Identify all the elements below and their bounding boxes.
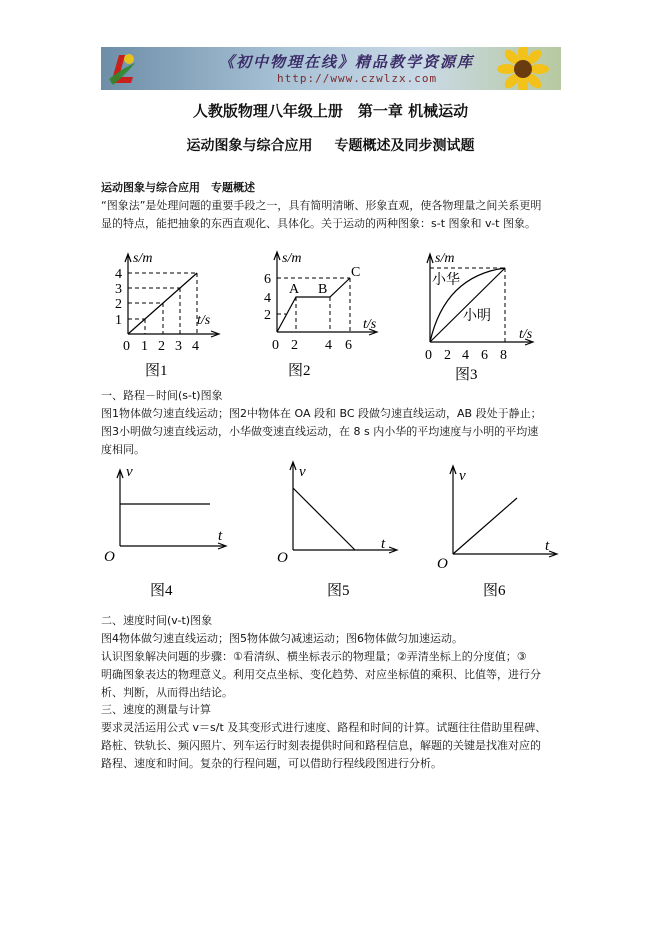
fig4-xlabel: t <box>218 528 223 544</box>
fig2-caption: 图2 <box>288 363 311 379</box>
fig3-xtick-4: 4 <box>462 348 469 363</box>
fig2-point-c: C <box>351 265 361 280</box>
banner-title: 《初中物理在线》精品教学资源库 <box>219 53 475 71</box>
sec3-line-1: 要求灵活运用公式 v＝s/t 及其变形式进行速度、路程和时间的计算。试题往往借助里程碑、 <box>101 721 547 734</box>
section-heading-right: 专题概述 <box>211 181 255 194</box>
fig5-ylabel: v <box>299 464 306 480</box>
banner-url: http://www.czwlzx.com <box>277 72 438 85</box>
figure-3 <box>415 246 550 386</box>
sec1-line-2: 图3小明做匀速直线运动，小华做变速直线运动，在 8 s 内小华的平均速度与小明的平均速 <box>101 425 539 438</box>
fig1-xtick-1: 1 <box>141 339 148 354</box>
fig4-ylabel: v <box>126 464 133 480</box>
fig1-xlabel: t/s <box>197 313 211 328</box>
fig2-point-a: A <box>289 282 300 297</box>
fig2-ylabel: s/m <box>282 251 302 266</box>
fig1-xtick-2: 2 <box>158 339 165 354</box>
fig1-ytick-3: 3 <box>115 282 122 297</box>
sec2-line-1: 图4物体做匀速直线运动；图5物体做匀减速运动；图6物体做匀加速运动。 <box>101 632 463 645</box>
fig3-caption: 图3 <box>455 367 478 383</box>
figure-1 <box>105 248 230 388</box>
fig2-xtick-4: 4 <box>325 338 332 353</box>
fig3-ylabel: s/m <box>435 251 455 266</box>
fig3-xtick-8: 8 <box>500 348 507 363</box>
fig2-ytick-4: 4 <box>264 291 271 306</box>
fig2-ytick-2: 2 <box>264 308 271 323</box>
fig2-point-b: B <box>318 282 328 297</box>
fig3-xtick-2: 2 <box>444 348 451 363</box>
fig2-ytick-6: 6 <box>264 272 271 287</box>
fig3-curve-label-xiaoming: 小明 <box>463 309 491 324</box>
fig4-caption: 图4 <box>150 583 173 599</box>
fig1-ytick-4: 4 <box>115 267 122 282</box>
fig5-caption: 图5 <box>327 583 350 599</box>
fig6-origin: O <box>437 556 448 572</box>
sec3-heading: 三、速度的测量与计算 <box>101 703 211 716</box>
fig5-xlabel: t <box>381 536 386 552</box>
document-subtitle <box>0 135 661 155</box>
fig6-xlabel: t <box>545 538 550 554</box>
fig1-xtick-3: 3 <box>175 339 182 354</box>
fig3-xlabel: t/s <box>519 327 533 342</box>
fig5-origin: O <box>277 550 288 566</box>
fig1-ytick-2: 2 <box>115 297 122 312</box>
sec2-line-3: 明确图象表达的物理意义。利用交点坐标、变化趋势、对应坐标值的乘积、比值等，进行分 <box>101 668 541 681</box>
figure-5 <box>273 458 403 603</box>
intro-line-1: “图象法”是处理问题的重要手段之一，具有简明清晰、形象直观，使各物理量之间关系更明 <box>101 199 542 212</box>
fig3-curve-label-xiaohua: 小华 <box>432 273 460 288</box>
fig1-ytick-1: 1 <box>115 313 122 328</box>
figure-6 <box>433 458 563 603</box>
fig3-xtick-0: 0 <box>425 348 432 363</box>
sunflower-icon <box>485 47 555 90</box>
fig2-xtick-2: 2 <box>291 338 298 353</box>
subtitle-left: 运动图象与综合应用 <box>186 138 313 154</box>
section-heading-left: 运动图象与综合应用 <box>101 181 200 194</box>
sec3-line-3: 路程、速度和时间。复杂的行程问题，可以借助行程线段图进行分析。 <box>101 757 442 770</box>
fig2-xlabel: t/s <box>363 317 377 332</box>
document-title: 人教版物理八年级上册 第一章 机械运动 <box>192 102 469 120</box>
fig1-ylabel: s/m <box>133 251 153 266</box>
header-banner <box>101 47 561 90</box>
fig1-caption: 图1 <box>145 363 168 379</box>
sec1-heading: 一、路程－时间(s-t)图象 <box>101 389 223 402</box>
fig6-caption: 图6 <box>483 583 506 599</box>
sec2-line-2: 认识图象解决问题的步骤：①看清纵、横坐标表示的物理量；②弄清坐标上的分度值；③ <box>101 650 527 663</box>
figure-2 <box>258 248 393 388</box>
sec2-heading: 二、速度时间(v-t)图象 <box>101 614 213 627</box>
fig2-xtick-6: 6 <box>345 338 352 353</box>
logo-icon <box>105 49 139 87</box>
intro-line-2: 显的特点，能把抽象的东西直观化、具体化。关于运动的两种图象：s-t 图象和 v-t 图象。 <box>101 217 536 230</box>
sec1-line-3: 度相同。 <box>101 443 145 456</box>
fig6-ylabel: v <box>459 468 466 484</box>
sec1-line-1: 图1物体做匀速直线运动；图2中物体在 OA 段和 BC 段做匀速直线运动，AB 段处于静止； <box>101 407 542 420</box>
section-heading <box>101 179 562 197</box>
sec3-line-2: 路桩、铁轨长、频闪照片、列车运行时刻表提供时间和路程信息，解题的关键是找准对应的 <box>101 739 541 752</box>
fig4-origin: O <box>104 549 115 565</box>
subtitle-right: 专题概述及同步测试题 <box>334 138 475 154</box>
sec2-line-4: 析、判断，从而得出结论。 <box>101 686 233 699</box>
fig3-xtick-6: 6 <box>481 348 488 363</box>
fig2-xtick-0: 0 <box>272 338 279 353</box>
fig1-xtick-0: 0 <box>123 339 130 354</box>
fig1-xtick-4: 4 <box>192 339 199 354</box>
figure-4 <box>100 458 235 603</box>
